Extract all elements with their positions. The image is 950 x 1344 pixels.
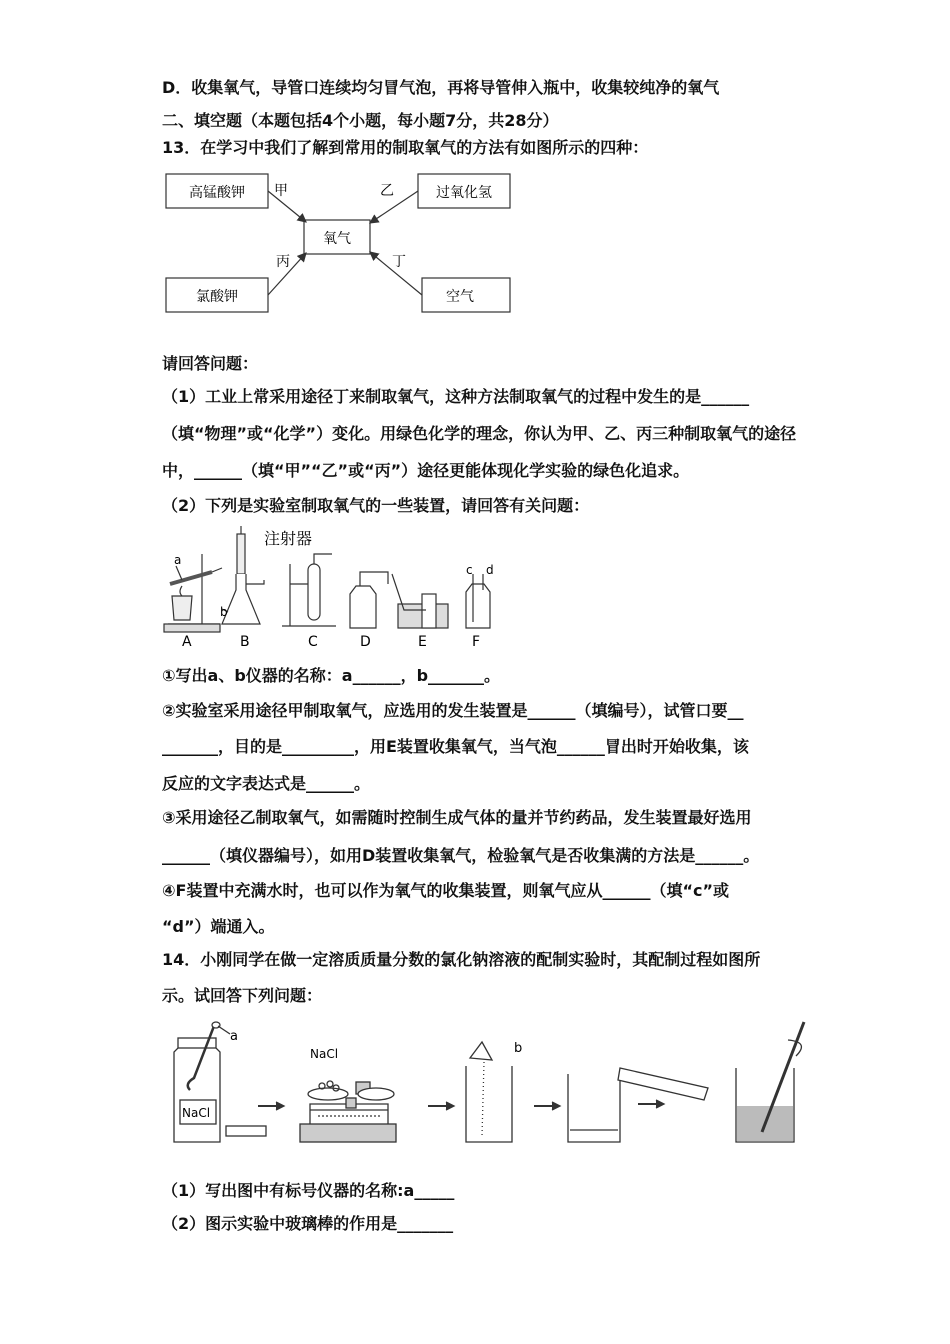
apparatus-B: B [240,634,250,650]
jar-nacl-label: NaCl [182,1106,211,1120]
answer-prompt: 请回答问题： [162,354,259,373]
q13-part1-a: （1）工业上常采用途径丁来制取氧气，这种方法制取氧气的过程中发生的是______ [162,387,750,406]
q14-stem-b: 示。试回答下列问题： [162,986,323,1005]
q13-part2-2a: ②实验室采用途径甲制取氧气，应选用的发生装置是______（填编号），试管口要__ [162,701,744,720]
q13-part2-2c: 反应的文字表达式是______。 [162,774,371,793]
prep-label-b: b [514,1041,523,1056]
label-syringe: 注射器 [264,529,313,548]
q13-part2-3a: ③采用途径乙制取氧气，如需随时控制生成气体的量并节约药品，发生装置最好选用 [162,808,752,827]
box-h2o2-label: 过氧化氢 [436,185,492,201]
q13-part2-3b: ______（填仪器编号），如用D装置收集氧气，检验氧气是否收集满的方法是______。 [162,846,760,865]
q14-stem-a: 14．小刚同学在做一定溶质质量分数的氯化钠溶液的配制实验时，其配制过程如图所 [162,950,761,969]
label-b: b [220,605,228,619]
apparatus-F: F [472,634,481,650]
section-title: 二、填空题（本题包括4个小题，每小题7分，共28分） [162,111,559,130]
box-air-label: 空气 [446,289,474,305]
q13-part2-4b: “d”）端通入。 [162,917,275,936]
apparatus-A: A [182,634,192,650]
label-c: c [466,563,473,577]
q13-part1-c: 中，______（填“甲”“乙”或“丙”）途径更能体现化学实验的绿色化追求。 [162,461,690,480]
label-jia: 甲 [274,183,288,199]
label-ding: 丁 [392,254,406,270]
q13-part2-2b: _______，目的是_________，用E装置收集氧气，当气泡______冒出时开始收集，该 [162,737,749,756]
label-bing: 丙 [276,254,290,270]
label-yi: 乙 [380,183,394,199]
q13-part2-stem: （2）下列是实验室制取氧气的一些装置，请回答有关问题： [162,496,590,515]
q14-part2: （2）图示实验中玻璃棒的作用是_______ [162,1214,454,1233]
q13-part1-b: （填“物理”或“化学”）变化。用绿色化学的理念，你认为甲、乙、丙三种制取氧气的途径 [162,424,797,443]
label-a: a [174,553,182,567]
label-d: d [486,563,494,577]
apparatus-E: E [418,634,427,650]
box-kmno4-label: 高锰酸钾 [189,185,245,201]
prep-label-a: a [230,1029,238,1044]
apparatus-C: C [308,634,318,650]
box-oxygen-label: 氧气 [323,231,351,247]
balance-nacl-label: NaCl [310,1047,339,1061]
oxygen-methods-diagram [160,168,520,318]
q13-part2-1: ①写出a、b仪器的名称：a______，b_______。 [162,666,501,685]
box-kclo3-label: 氯酸钾 [196,289,238,305]
apparatus-D: D [360,634,371,650]
q13-stem: 13．在学习中我们了解到常用的制取氧气的方法有如图所示的四种： [162,138,649,157]
lab-apparatus-diagram [160,524,510,652]
solution-prep-diagram [160,1016,820,1148]
arrow-yi [370,191,418,223]
line-option-d: D．收集氧气，导管口连续均匀冒气泡，再将导管伸入瓶中，收集较纯净的氧气 [162,78,720,97]
q13-part2-4a: ④F装置中充满水时，也可以作为氧气的收集装置，则氧气应从______（填“c”或 [162,881,729,900]
q14-part1: （1）写出图中有标号仪器的名称:a_____ [162,1181,455,1200]
